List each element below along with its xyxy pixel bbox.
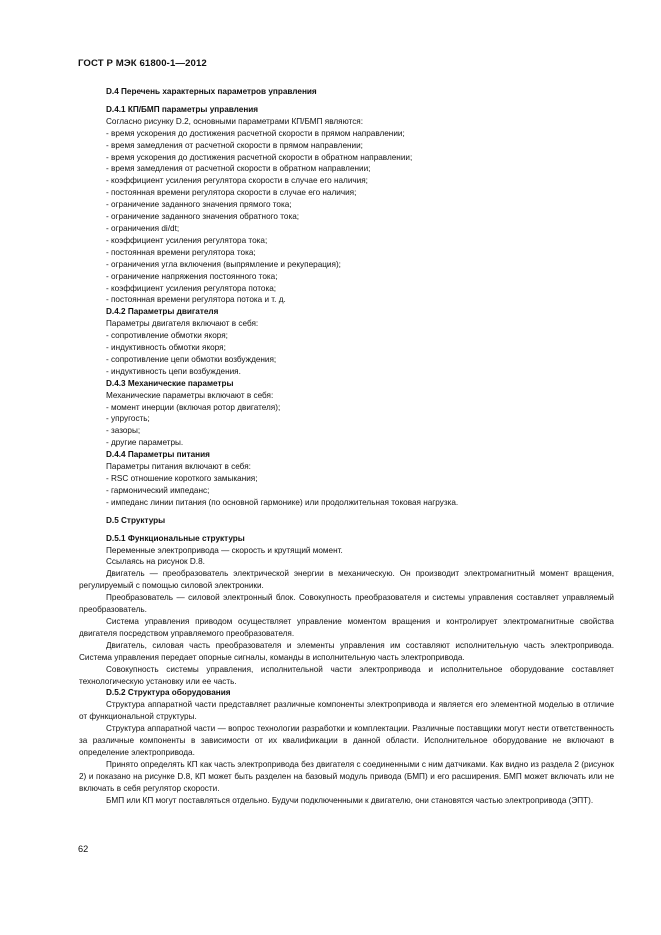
paragraph: Принято определять КП как часть электропривода без двигателя с соединенными с ним датчиками. Как видно из раздела 2 (рисунок 2) и показано на рисунке D.8, КП может быть разделен на базовый модуль привода (БМП) и его расширения. БМП может включать или не включать в себя регулятор скорости. [79, 759, 614, 793]
paragraph: Структура аппаратной части представляет различные компоненты электропривода и является его элементной моделью в отличие от функциональной структуры. [79, 700, 614, 722]
list-item: - сопротивление обмотки якоря; [106, 331, 228, 341]
list-d44 [79, 473, 614, 509]
section-d52-title: D.5.2 Структура оборудования [106, 688, 231, 698]
section-d42-intro: Параметры двигателя включают в себя: [106, 319, 259, 329]
paragraph: Преобразователь — силовой электронный блок. Совокупность преобразователя и системы управления составляет управляемый преобразователь. [79, 593, 614, 615]
paragraph: Система управления приводом осуществляет управление моментом вращения и контролирует электромагнитные свойства двигателя посредством управляемого преобразователя. [79, 616, 614, 638]
list-item: - упругость; [106, 414, 150, 424]
list-item: - ограничения угла включения (выпрямление и рекуперация); [106, 259, 341, 269]
list-item: - время замедления от расчетной скорости в прямом направлении; [106, 140, 363, 150]
list-item: - индуктивность обмотки якоря; [106, 343, 226, 353]
paragraph: БМП или КП могут поставляться отдельно. Будучи подключенными к двигателю, они становятся частью электропривода (ЭПТ). [106, 795, 594, 805]
paragraph: Двигатель — преобразователь электрической энергии в механическую. Он производит электромагнитный момент вращения, регулируемый с помощью силовой электроники. [79, 569, 614, 591]
list-item: - ограничения di/dt; [106, 223, 180, 233]
list-item: - RSC отношение короткого замыкания; [106, 474, 258, 483]
section-d44-title: D.4.4 Параметры питания [106, 450, 210, 460]
list-item: - зазоры; [106, 426, 141, 436]
section-d43-title: D.4.3 Механические параметры [106, 378, 234, 388]
list-item: - ограничение заданного значения прямого тока; [106, 200, 292, 210]
list-d43 [79, 402, 614, 450]
list-item: - импеданс линии питания (по основной гармонике) или продолжительная токовая нагрузка. [106, 497, 459, 507]
list-item: - коэффициент усиления регулятора потока; [106, 283, 277, 293]
paragraph: Двигатель, силовая часть преобразователя и элементы управления им составляют исполнительную часть электропривода. Система управления передает опорные сигналы, команды в исполнительную часть электропривода. [79, 640, 614, 662]
document-body [79, 86, 614, 806]
section-d43-intro: Механические параметры включают в себя: [106, 390, 274, 400]
list-item: - время ускорения до достижения расчетной скорости в прямом направлении; [106, 128, 405, 138]
section-d5-title: D.5 Структуры [106, 515, 166, 525]
list-item: - время замедления от расчетной скорости в обратном направлении; [106, 164, 371, 174]
section-d42-title: D.4.2 Параметры двигателя [106, 307, 219, 317]
paragraph-line: Переменные электропривода — скорость и крутящий момент. [106, 545, 343, 555]
document-header: ГОСТ Р МЭК 61800-1—2012 [78, 58, 207, 69]
list-item: - момент инерции (включая ротор двигателя); [106, 402, 281, 412]
list-item: - время ускорения до достижения расчетной скорости в обратном направлении; [106, 152, 413, 162]
list-item: - сопротивление цепи обмотки возбуждения; [106, 354, 277, 364]
list-item: - коэффициент усиления регулятора тока; [106, 235, 268, 245]
section-d41-title: D.4.1 КП/БМП параметры управления [106, 104, 259, 114]
section-d51-title: D.5.1 Функциональные структуры [106, 533, 245, 543]
section-d4-title: D.4 Перечень характерных параметров управления [106, 87, 317, 96]
paragraph-line: Ссылаясь на рисунок D.8. [106, 557, 205, 567]
list-d42 [79, 330, 614, 378]
list-item: - коэффициент усиления регулятора скорости в случае его наличия; [106, 176, 368, 186]
paragraph: Структура аппаратной части — вопрос технологии разработки и комплектации. Различные поставщики могут нести ответственность за различные компоненты в зависимости от их квалификации в данной области. Исполнительное оборудование не включают в определение электропривода. [79, 724, 614, 757]
list-item: - постоянная времени регулятора потока и т. д. [106, 295, 286, 305]
list-item: - постоянная времени регулятора тока; [106, 247, 256, 257]
list-item: - ограничение заданного значения обратного тока; [106, 212, 300, 222]
page-number: 62 [78, 844, 89, 854]
list-d41 [79, 128, 614, 307]
list-item: - гармонический импеданс; [106, 485, 210, 495]
list-item: - ограничение напряжения постоянного тока; [106, 271, 278, 281]
section-d44-intro: Параметры питания включают в себя: [106, 462, 251, 472]
section-d41-intro: Согласно рисунку D.2, основными параметрами КП/БМП являются: [106, 116, 364, 126]
list-item: - постоянная времени регулятора скорости в случае его наличия; [106, 188, 357, 198]
list-item: - другие параметры. [106, 438, 184, 448]
list-item: - индуктивность цепи возбуждения. [106, 366, 241, 376]
paragraph: Совокупность системы управления, исполнительной части электропривода и исполнительное оборудование составляет технологическую установку или ее часть. [79, 664, 614, 686]
